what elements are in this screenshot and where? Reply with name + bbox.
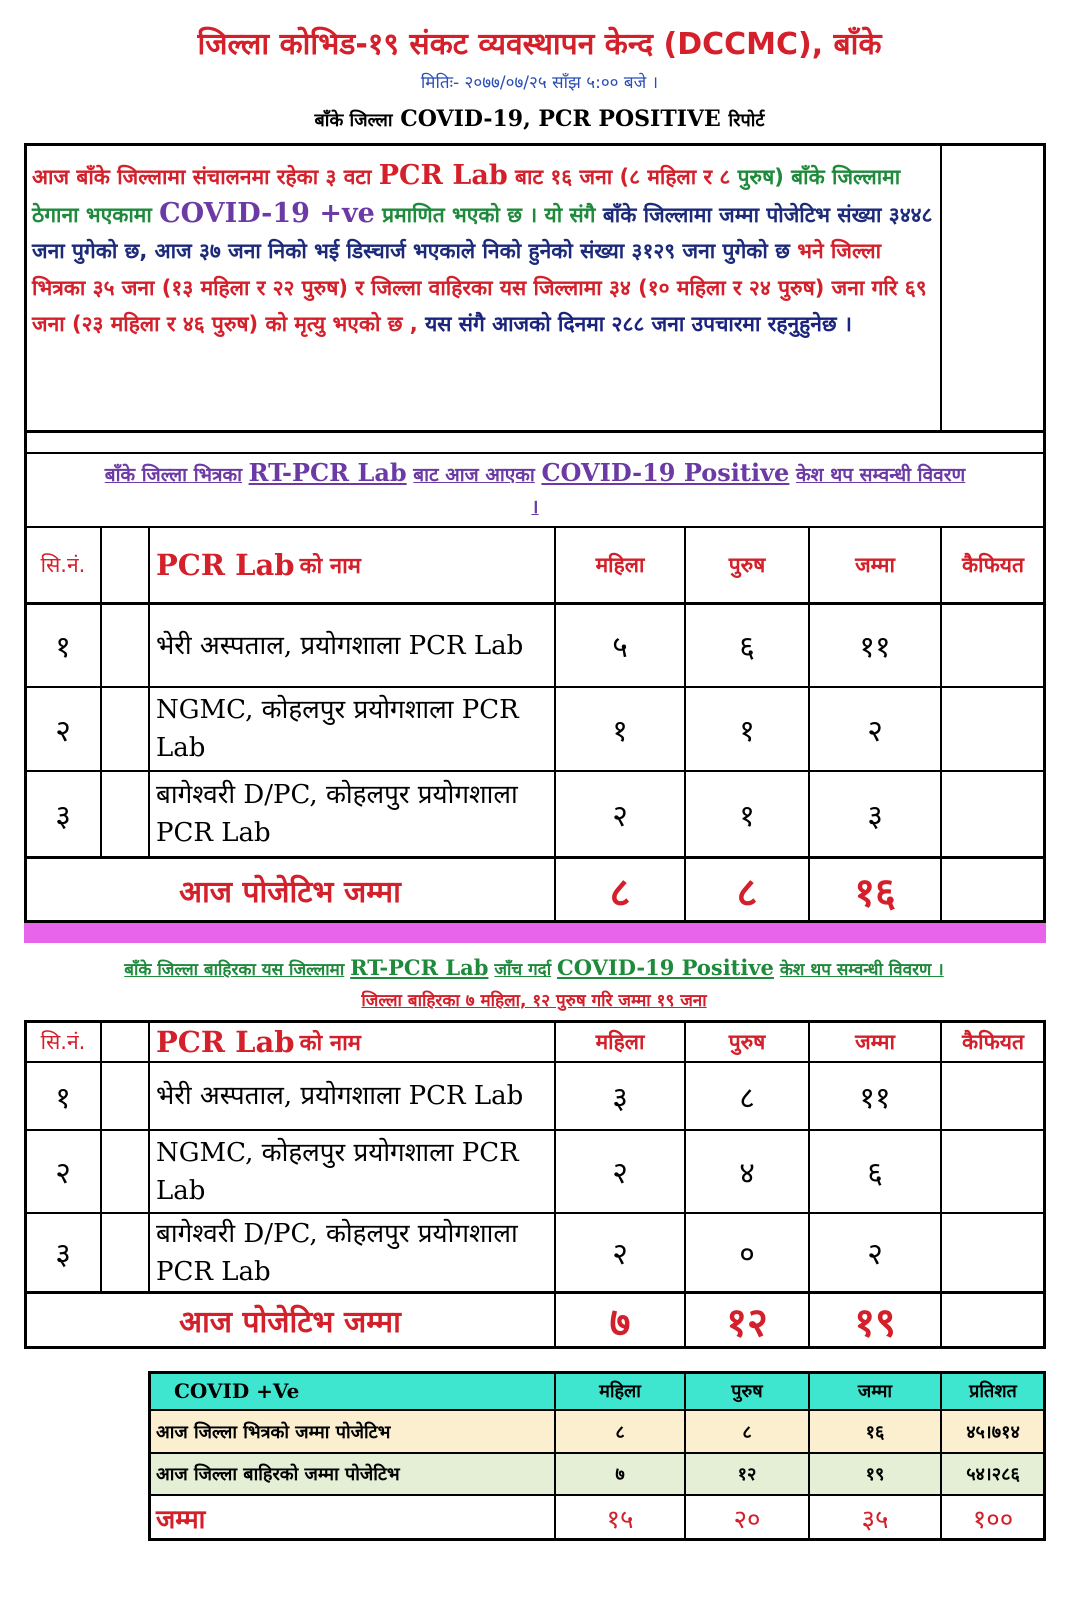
summary-total-male: २० bbox=[733, 1504, 761, 1535]
table2-row2-lab: NGMC, कोहलपुर प्रयोगशाला PCR Lab bbox=[156, 1137, 519, 1206]
table1-row3-lab: बागेश्वरी D/PC, कोहलपुर प्रयोगशाला PCR Lab bbox=[156, 780, 518, 848]
table2-row2-male: ४ bbox=[739, 1156, 755, 1191]
para-text: डिस्चार्ज भएकाले निको हुनेको संख्या ३१२९ जना पुगेको छ bbox=[346, 239, 790, 263]
table2-row2-sn: २ bbox=[55, 1156, 71, 1191]
summary-total-label: जम्मा bbox=[156, 1504, 206, 1535]
section2-title bbox=[26, 955, 1042, 980]
col-lab bbox=[150, 1023, 554, 1061]
para-text: जना उपचारमा रहनुहुनेछ । bbox=[651, 312, 852, 336]
table2-row1-total: ११ bbox=[859, 1080, 891, 1116]
table1-row3-female: २ bbox=[612, 798, 628, 834]
table2-row1-male: ८ bbox=[739, 1080, 755, 1116]
para-text: महिला र २२ पुरुष) र जिल्ला वाहिरका यस जिल्लामा ३४ (१० महिला र २४ पुरुष) जना bbox=[200, 275, 865, 300]
col-female: महिला bbox=[595, 1030, 645, 1054]
summary-total-total: ३५ bbox=[861, 1504, 889, 1535]
table2-total-total: १९ bbox=[854, 1299, 896, 1346]
divider bbox=[24, 452, 1046, 454]
table1-row2-male: १ bbox=[739, 713, 755, 749]
col-lab-b: को नाम bbox=[299, 1031, 361, 1056]
summary-col-female: महिला bbox=[599, 1381, 641, 1402]
summary-paragraph bbox=[32, 158, 937, 343]
date-line: मितिः- २०७७/०७/२५ साँझ ५:०० बजे । bbox=[420, 73, 659, 93]
col-male: पुरुष bbox=[728, 1030, 766, 1054]
col-total: जम्मा bbox=[855, 1030, 895, 1054]
table1-row2-lab: NGMC, कोहलपुर प्रयोगशाला PCR Lab bbox=[156, 695, 519, 763]
summary-row2-male: १२ bbox=[737, 1464, 757, 1485]
para-text: बाट १६ जना (८ महिला र ८ bbox=[515, 165, 731, 189]
col-remarks: कैफियत bbox=[962, 1030, 1024, 1054]
table1-row1-lab: भेरी अस्पताल, प्रयोगशाला PCR Lab bbox=[156, 630, 524, 661]
table2-line bbox=[940, 1020, 942, 1349]
section1-title-text: केश थप सम्वन्धी विवरण bbox=[795, 464, 966, 486]
table1-row1-sn: १ bbox=[55, 630, 71, 665]
table2-row3-female: २ bbox=[612, 1237, 628, 1272]
section2-title-text: जाँच गर्दा bbox=[494, 960, 552, 980]
summary-row2-total: १९ bbox=[865, 1464, 885, 1485]
summary-col-male: पुरुष bbox=[731, 1381, 763, 1402]
table2-row3-sn: ३ bbox=[55, 1237, 71, 1272]
summary-total-female: १५ bbox=[606, 1504, 634, 1535]
col-remarks: कैफियत bbox=[962, 553, 1024, 577]
section2-title-lab: RT-PCR Lab bbox=[350, 955, 489, 980]
section1-title-lab: RT-PCR Lab bbox=[248, 458, 407, 487]
section2-title-text: केश थप सम्वन्धी विवरण । bbox=[779, 960, 944, 980]
para-text: पुरुष) बाँके जिल्लामा ठेगाना भएकामा bbox=[32, 165, 901, 227]
para-covid: COVID-19 +ve bbox=[159, 197, 375, 229]
table2-row2-female: २ bbox=[612, 1156, 628, 1191]
report-title bbox=[0, 106, 1079, 132]
table2-row2-total: ६ bbox=[867, 1156, 883, 1191]
table1-row3-male: १ bbox=[739, 798, 755, 834]
page-title: जिल्ला कोभिड-१९ संकट व्यवस्थापन केन्द (DCCMC), बाँके bbox=[197, 27, 882, 62]
col-lab-a: PCR Lab bbox=[156, 1025, 295, 1059]
table1-row3-total: ३ bbox=[867, 798, 883, 834]
table2-row3-total: २ bbox=[867, 1237, 883, 1272]
table2-row1-lab: भेरी अस्पताल, प्रयोगशाला PCR Lab bbox=[156, 1081, 524, 1111]
summary-total-percent: १०० bbox=[972, 1504, 1014, 1535]
section1-title-text: बाट आज आएका bbox=[413, 464, 535, 486]
table1-row2-female: १ bbox=[612, 713, 628, 749]
col-female: महिला bbox=[595, 553, 645, 577]
table2-row3-male: ० bbox=[739, 1237, 755, 1272]
table2-total-female: ७ bbox=[609, 1299, 631, 1346]
col-male: पुरुष bbox=[728, 553, 766, 577]
section2-subtitle: जिल्ला बाहिरका ७ महिला, १२ पुरुष गरि जम्मा १९ जना bbox=[361, 991, 707, 1011]
table1-row2-total: २ bbox=[867, 713, 883, 749]
col-lab-b: को नाम bbox=[299, 554, 361, 579]
summary-box-divider bbox=[940, 143, 942, 433]
col-lab-a: PCR Lab bbox=[156, 548, 295, 582]
section2-title-text: बाँके जिल्ला बाहिरका यस जिल्लामा bbox=[124, 960, 345, 980]
section1-title-covid: COVID-19 Positive bbox=[541, 458, 790, 487]
table1-row3-sn: ३ bbox=[55, 798, 71, 834]
summary-row1-label: आज जिल्ला भित्रको जम्मा पोजेटिभ bbox=[156, 1421, 391, 1443]
table2-line bbox=[100, 1020, 102, 1293]
summary-row1-male: ८ bbox=[742, 1421, 752, 1443]
section1-title-end: । bbox=[531, 496, 539, 518]
summary-row2-percent: ५४।२८६ bbox=[966, 1464, 1020, 1485]
summary-col-percent: प्रतिशत bbox=[969, 1381, 1017, 1402]
table1-line bbox=[100, 526, 102, 858]
para-text: गरि ६९ जना (२३ महिला र ४६ पुरुष) को मृत्यु भएको छ , bbox=[32, 275, 927, 336]
table1-row2-sn: २ bbox=[55, 713, 71, 749]
table1-row1-total: ११ bbox=[859, 630, 891, 665]
summary-col-label: COVID +Ve bbox=[174, 1379, 300, 1403]
col-sn: सि.नं. bbox=[40, 553, 86, 577]
para-text: प्रमाणित भएको छ । यो संगै bbox=[382, 202, 596, 227]
summary-col-total: जम्मा bbox=[857, 1381, 893, 1402]
para-text: यस संगै आजको दिनमा २८८ bbox=[425, 312, 645, 336]
table2-row1-female: ३ bbox=[612, 1080, 628, 1116]
col-sn: सि.नं. bbox=[40, 1030, 86, 1054]
table2-total-label: आज पोजेटिभ जम्मा bbox=[179, 1305, 401, 1340]
table2-row3-lab: बागेश्वरी D/PC, कोहलपुर प्रयोगशाला PCR Lab bbox=[156, 1218, 518, 1287]
report-prefix: बाँके जिल्ला bbox=[314, 110, 393, 131]
section1-title bbox=[30, 458, 1040, 519]
para-text: बाँके जिल्लामा जम्मा पोजेटिभ संख्या ३४४८ जना पुगेको छ, आज ३७ जना निको भई bbox=[32, 202, 933, 263]
table1-total-female: ८ bbox=[609, 868, 631, 916]
section2-title-covid: COVID-19 Positive bbox=[557, 955, 774, 980]
summary-row1-percent: ४५।७१४ bbox=[966, 1421, 1020, 1443]
summary-row2-label: आज जिल्ला बाहिरको जम्मा पोजेटिभ bbox=[156, 1464, 400, 1485]
separator-bar bbox=[24, 923, 1046, 943]
table2-total-male: १२ bbox=[726, 1299, 768, 1346]
section1-title-text: बाँके जिल्ला भित्रका bbox=[104, 464, 242, 486]
table1-row1-female: ५ bbox=[612, 630, 628, 665]
para-text: आज बाँके जिल्लामा संचालनमा रहेका ३ वटा bbox=[32, 165, 372, 189]
para-pcr-lab: PCR Lab bbox=[378, 160, 508, 191]
summary-row2-female: ७ bbox=[615, 1464, 625, 1485]
para-text: भने जिल्ला भित्रका ३५ जना (१३ bbox=[32, 239, 882, 300]
report-suffix: रिपोर्ट bbox=[728, 110, 765, 131]
col-total: जम्मा bbox=[855, 553, 895, 577]
col-lab bbox=[150, 528, 554, 602]
summary-row1-total: १६ bbox=[865, 1421, 885, 1443]
summary-row1-female: ८ bbox=[615, 1421, 625, 1443]
table2-row1-sn: १ bbox=[55, 1080, 71, 1116]
table1-total-male: ८ bbox=[736, 868, 758, 916]
table1-total-total: १६ bbox=[854, 868, 896, 916]
table1-total-label: आज पोजेटिभ जम्मा bbox=[179, 874, 401, 910]
report-title-main: COVID-19, PCR POSITIVE bbox=[400, 106, 721, 132]
table1-row1-male: ६ bbox=[739, 630, 755, 665]
